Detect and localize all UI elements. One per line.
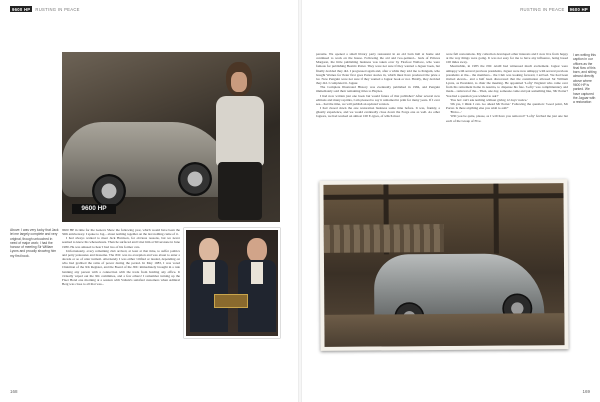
award-plaque (214, 294, 248, 308)
caption-left: Above: I was very lucky that Jack let me largely complete and very original, though untouched in need of major work; I had the honour of meeting Sir William Lyons and proudly showing him my first book. (10, 228, 59, 258)
person-left (188, 236, 230, 336)
paragraph: 'Oh yes, I think I can. Go ahead Mr Porter.' Following the question: 'Good point, Mr Porter. Is there anything else you wish to add?' (446, 101, 568, 111)
paragraph: 'You bet: can't ask nothing without giving 12 days' notice.' (450, 97, 528, 102)
page-number-left: 168 (10, 389, 18, 394)
shirt (251, 262, 263, 284)
paragraph: 9600 HP in time for the Geneva Show the following year, which would have been the 50th anniversary. I spoke to Jag... about nothing together on the last nothing came of it. (62, 228, 180, 237)
head (199, 238, 219, 262)
paragraph: Unfortunately, every remaining club arrived, at least at that time, to suffer politics and petty jealousies and tiresome. The JDC was no exception and was about to enter a decade or so of utter turmoil. Alternately I was either vilified or lauded, depending on who had grabbed the reins of power during the period. In May 1983, I was voted Chairman of the XK Register, and the Board of the JDC immediately brought in a rule banning any person with a connection with the trade from holding any office. It virtually wiped out the XK committee, and a few others! I remember turning up the Fleet Hotel one morning at a session with Valiant's satisfied customers when Admiral Berg was close to all that was... (62, 248, 180, 287)
paragraph: 'Bravo...' (450, 110, 462, 115)
paragraph: I had now written just one book but would future of that publisher? After several new editions and many reprints, I am pleased to say it remained in print for many years. If I ever see... had the time, we will publish an updated version. (316, 93, 440, 106)
body-column-right-1 (316, 52, 440, 119)
number-plate: 9600 HP (72, 204, 116, 214)
barn-floor (324, 313, 564, 347)
running-head-tag: 9600 HP (12, 6, 31, 12)
barn-image (323, 183, 564, 347)
body-column-left (62, 228, 180, 286)
photo-jaguar-with-owner (62, 52, 280, 222)
running-head-right (520, 6, 590, 12)
roof-beam (324, 193, 564, 200)
paragraph: The Complete Illustrated History was eventually published in 1984, and Penguin immediately sold their remaining titles to Haynes. (316, 85, 440, 94)
paragraph: I had always wanted to meet Jack Harrison, for obvious reasons, but we never seemed to know his whereabouts. Then he surfaced and I met him at Silverstone in June 1980. He was amused to hear I had two of his former cars. (62, 236, 180, 249)
face (231, 72, 247, 92)
jacket (216, 96, 264, 166)
trousers (218, 162, 262, 220)
book-gutter (298, 0, 302, 402)
paragraph: were full restorations. My collection developed other interests and I now live from happy at the way things were going. It was not easy for me to have any influence, being based 100 miles away. (446, 52, 568, 65)
running-head-tag: 9600 HP (569, 6, 588, 12)
shirt (203, 262, 215, 284)
car-wheel (178, 162, 212, 196)
head (247, 238, 267, 262)
post (493, 184, 498, 254)
running-head-title: RUSTING IN PEACE (35, 6, 80, 12)
owner-figure (212, 62, 268, 222)
paragraph: I had closed down the one restoration business some time before. It was, frankly, a ghastly experience, and we would eventually close down the Forge one as well. As other Jaguars, we had worked on almost 100 E-types, of which most (316, 106, 440, 119)
person-right (236, 236, 278, 336)
photo-jaguar-in-barn (319, 179, 568, 351)
body-column-right-2 (446, 52, 568, 123)
running-head-left (10, 6, 80, 12)
photo-two-men-with-award (184, 228, 280, 338)
caption-right: I am writing this caption in our offices as the final flow of this barn, and sitting almost directly above where 9600 HP is parked. We have captured the Jaguar with a restoration (573, 53, 597, 105)
car-wheel (92, 174, 126, 208)
paragraph: 'Will you be quite, please, as I will have you removed!' 'Lofty' fetched me just one but each of the Group of Five. (446, 114, 568, 123)
paragraph: parasite. We opened a small library party restaurant in an old barn hall at home and continued to work on the house. Following the aid and two-pointed... back of Princes Margaret, the little publishing business was taken over by Firefoot Wallace, who were famous for publishing Beatrix Potter. They were not sure if they wanted a Jaguar book, but finally decided they did. I progressed again and, after a while they told me to Penguin, who bought Warnes for Peter first goes Potter stories in, which must have produced the prize a lot. Now Penguin were not sure if they wanted a Jaguar book or not. Finally, they decided they did. I completed it. Jaguar. (316, 52, 440, 86)
paragraph: Meanwhile, in 1985 the JDC AGM had witnessed much excitement. Jaguar were unhappy with several previous presidents, Jaguar were now unhappy with several previous presidents at the... the members... the Club was looking forward, I arrived. We had been invited eleven... and a half been discovered that the constitution allowed Sir William Lyons, as President, to chair the meeting. He appointed 'Lofty' England who came over from his retirement home in Austria, to dispense his fate. 'Lofty' was complimentary and made... removal of the... Then, one day, someone came and put something like, 'Mr Porter? You had a question you wished to ask?' (446, 64, 568, 98)
page-number-right: 169 (582, 389, 590, 394)
running-head-title: RUSTING IN PEACE (520, 6, 565, 12)
shelving (324, 224, 444, 253)
